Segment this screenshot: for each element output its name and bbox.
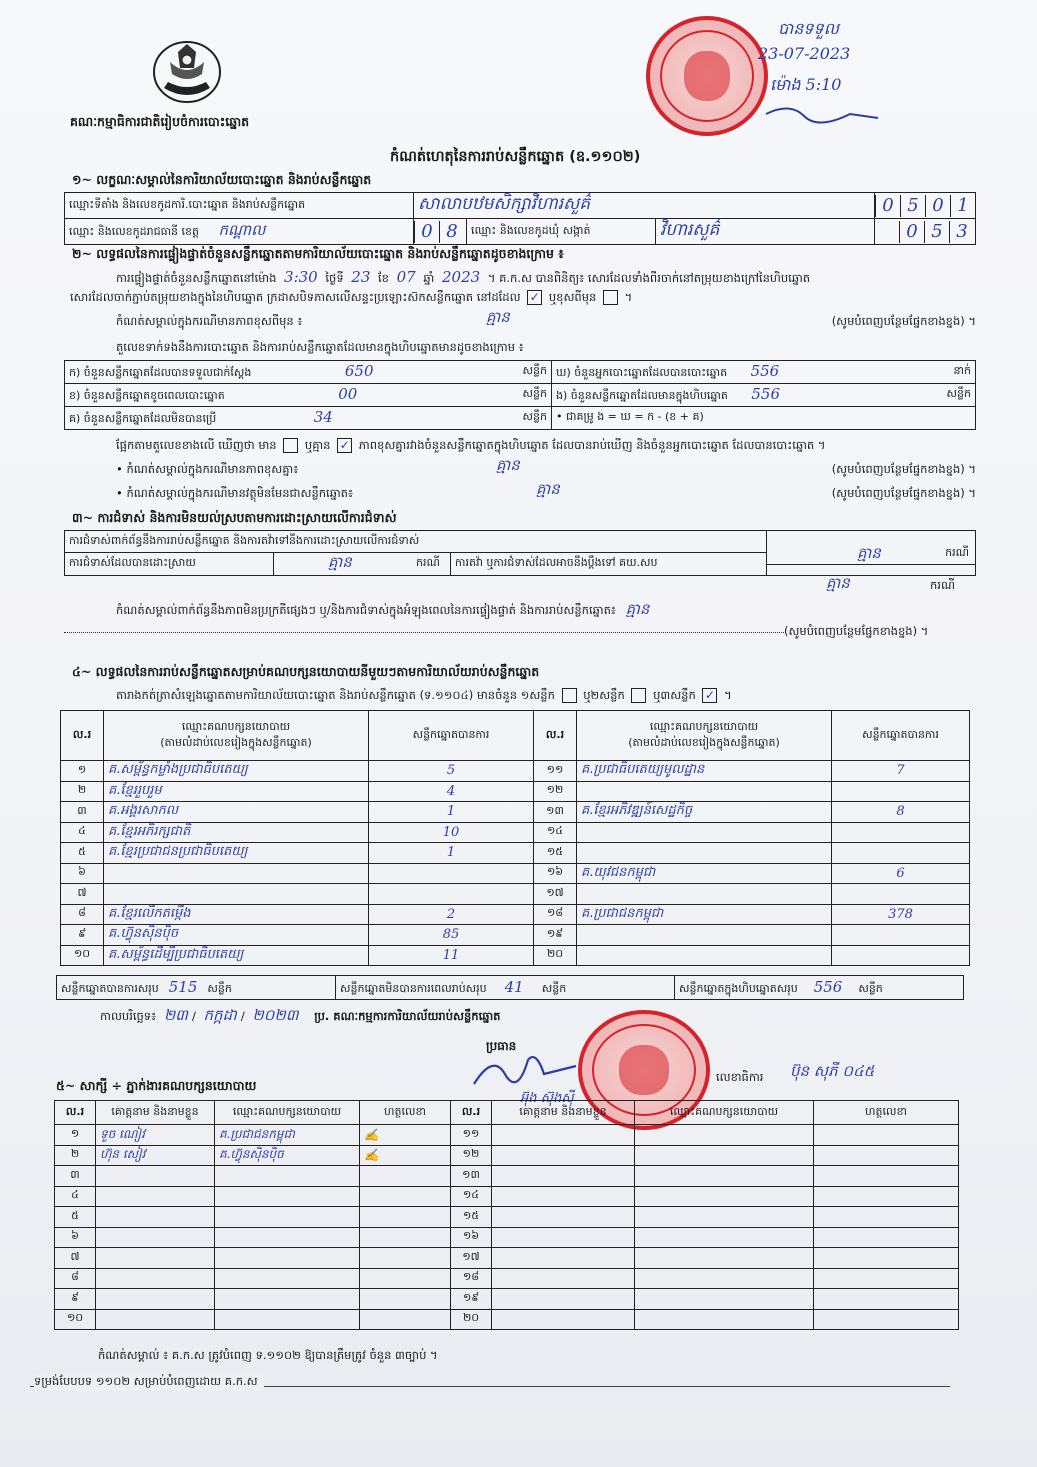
result-row	[61, 822, 970, 843]
row-number: ១៩	[534, 925, 577, 946]
witness-name	[96, 1186, 215, 1207]
irregularity-note: កំណត់សម្គាល់ពាក់ព័ន្ធនឹងភាពមិនប្រក្រតីផ្សេងៗ ឬ/និងការជំទាស់ក្នុងអំឡុងពេលនៃការផ្ទៀងផ្ទាត់ និងការរាប់សន្លឹកឆ្នោត៖ គ្មាន	[116, 600, 650, 618]
row-number: ៧	[61, 884, 104, 905]
location-code: 0 5 0 1	[875, 193, 976, 219]
party-name	[104, 863, 369, 884]
witness-party: គ.ប្រជាជនកម្ពុជា	[215, 1125, 360, 1146]
witness-party	[215, 1309, 360, 1330]
form-title: កំណត់ហេតុនៃការរាប់សន្លឹកឆ្នោត (ឧ.១១០២)	[390, 149, 641, 165]
verify-line-1: ការផ្ទៀងផ្ទាត់ចំនួនសន្លឹកឆ្នោតនៅម៉ោង 3:30 ថ្ងៃទី 23 ខែ 07 ឆ្នាំ 2023 ។ គ.ក.ស បានពិនិត្យ៖ សោរដែលទាំងពីរចាក់នៅតម្រុយខាងក្រៅនៃហិបឆ្នោត	[116, 268, 811, 286]
witness-row	[55, 1145, 959, 1166]
witness-sign: ✍	[360, 1145, 451, 1166]
result-row	[61, 904, 970, 925]
province-value: កណ្ដាល	[218, 220, 266, 239]
diff-note-value: គ្មាន	[486, 308, 510, 326]
official-stamp-top	[646, 16, 768, 136]
results-totals: សន្លឹកឆ្នោតបានការសរុប 515 សន្លឹក សន្លឹកឆ្នោតមិនបានការពេលរាប់សរុប 41 សន្លឹក សន្លឹកឆ្នោតក្នុងហិបឆ្នោតសរុប 556 សន្លឹក	[56, 975, 964, 1000]
witness-name	[96, 1309, 215, 1330]
witness-party	[215, 1207, 360, 1228]
row-number: ១៩	[451, 1289, 492, 1310]
witness-party	[215, 1186, 360, 1207]
figure-e-value: 556	[751, 385, 781, 403]
empty-cell	[635, 1289, 814, 1310]
province-code: 0 8	[414, 219, 467, 245]
row-number: ១៨	[451, 1268, 492, 1289]
witness-name	[96, 1268, 215, 1289]
party-votes: 378	[832, 904, 970, 925]
verify-month: 07	[396, 268, 416, 286]
empty-cell	[492, 1207, 635, 1228]
party-votes	[832, 884, 970, 905]
empty-cell	[635, 1227, 814, 1248]
discrepancy-line: ផ្អែកតាមតួលេខខាងលើ ឃើញថា មាន ឬគ្មាន ✓ ភាពខុសគ្នារវាងចំនួនសន្លឹកឆ្នោតក្នុងហិបឆ្នោត ដែលបានរាប់ឃើញ និងចំនួនអ្នកបោះឆ្នោត ដែលបានបោះឆ្នោត ។	[116, 438, 826, 452]
row-number: ១៦	[534, 863, 577, 884]
row-number: ៨	[55, 1268, 96, 1289]
emblem-logo	[150, 38, 224, 108]
witness-name	[96, 1227, 215, 1248]
party-votes: 5	[369, 761, 534, 782]
empty-cell	[814, 1145, 959, 1166]
secretary-name: ប៊ុន សុភី ០៤៥	[790, 1062, 875, 1080]
empty-cell	[492, 1289, 635, 1310]
province-label: ឈ្មោះ និងលេខកូដរាជធានី ខេត្ត	[69, 224, 199, 238]
total-invalid-value: 41	[504, 977, 524, 996]
empty-cell	[814, 1125, 959, 1146]
witness-row	[55, 1125, 959, 1146]
witness-row	[55, 1166, 959, 1187]
empty-cell	[492, 1145, 635, 1166]
empty-cell	[635, 1145, 814, 1166]
result-row	[61, 843, 970, 864]
row-number: ១៥	[534, 843, 577, 864]
objection-table: ការជំទាស់ពាក់ព័ន្ធនឹងការរាប់សន្លឹកឆ្នោត និងការតវ៉ាទៅនឹងការដោះស្រាយលើការជំទាស់ គ្មាន ករណី ការជំទាស់ដែលបានដោះស្រាយ គ្មាន ករណី ការតវ៉ា ឬការជំទាស់ដែលអាចនឹងប្ដឹងទៅ គឃ.សប	[64, 530, 976, 576]
row-number: ៨	[61, 904, 104, 925]
foreign-object-note: • កំណត់សម្គាល់ក្នុងករណីមានវត្ថុមិនមែនជាសន្លឹកឆ្នោត៖ គ្មាន (សូមបំពេញបន្ថែមផ្នែកខាងខ្នង) ។	[116, 480, 976, 500]
section1-table	[64, 192, 976, 245]
party-votes: 10	[369, 822, 534, 843]
row-number: ២០	[451, 1309, 492, 1330]
empty-cell	[814, 1248, 959, 1269]
party-name	[577, 843, 832, 864]
party-name: គ.ហ៊្វុនស៊ិនប៉ិច	[104, 925, 369, 946]
row-number: ១៤	[534, 822, 577, 843]
row-number: ១៧	[451, 1248, 492, 1269]
party-votes	[832, 843, 970, 864]
row-number: ១០	[55, 1309, 96, 1330]
witness-party: គ.ហ៊្វុនស៊ិនប៉ិច	[215, 1145, 360, 1166]
party-votes	[369, 884, 534, 905]
footer-text: ទម្រង់បែបបទ ១១០២ សម្រាប់បំពេញដោយ គ.ក.ស	[34, 1374, 264, 1391]
discrepancy-yes-checkbox[interactable]	[283, 438, 298, 453]
changed-checkbox[interactable]	[603, 290, 618, 305]
empty-cell	[814, 1289, 959, 1310]
empty-cell	[635, 1207, 814, 1228]
closing-date: កាលបរិច្ឆេទ៖ ២៣ / កក្កដា / ២០២៣ ប្រ. គណៈកម្មការការិយាល័យរាប់សន្លឹកឆ្នោត	[100, 1006, 501, 1024]
figure-c-value: 34	[313, 408, 333, 426]
party-name: គ.យុវជនកម្ពុជា	[577, 863, 832, 884]
total-valid-value: 515	[168, 977, 198, 996]
verify-year: 2023	[442, 268, 481, 286]
discrepancy-no-checkbox[interactable]: ✓	[337, 438, 352, 453]
witness-row	[55, 1248, 959, 1269]
party-votes	[832, 945, 970, 966]
row-number: ៥	[55, 1207, 96, 1228]
witness-note: កំណត់សម្គាល់ ៖ គ.ក.ស ត្រូវបំពេញ ទ.១១០២ ឱ្យបានត្រឹមត្រូវ ចំនួន ៣ច្បាប់ ។	[98, 1348, 438, 1362]
row-number: ៩	[61, 925, 104, 946]
row-number: ១៣	[534, 802, 577, 823]
location-value: សាលាបឋមសិក្សាវិហារសួគ៌	[414, 193, 875, 219]
three-sheet-checkbox[interactable]: ✓	[702, 688, 717, 703]
row-number: ៣	[61, 802, 104, 823]
figure-d-value: 556	[750, 362, 780, 380]
party-name: គ.សម្ព័ន្ធដើម្បីប្រជាធិបតេយ្យ	[104, 945, 369, 966]
party-votes: 11	[369, 945, 534, 966]
row-number: ៥	[61, 843, 104, 864]
party-name: គ.ខ្មែរលើកតម្កើង	[104, 904, 369, 925]
section3-heading: ៣~ ការជំទាស់ និងការមិនយល់ស្របតាមការដោះស្រាយលើការជំទាស់	[72, 510, 397, 525]
witness-sign	[360, 1309, 451, 1330]
party-name	[104, 884, 369, 905]
party-votes: 4	[369, 781, 534, 802]
party-name: គ.ខ្មែរអភិរក្សជាតិ	[104, 822, 369, 843]
row-number: ២	[55, 1145, 96, 1166]
party-votes: 6	[832, 863, 970, 884]
empty-cell	[492, 1268, 635, 1289]
party-name: គ.អង្គរសាកល	[104, 802, 369, 823]
party-name	[577, 781, 832, 802]
witness-row	[55, 1186, 959, 1207]
party-name	[577, 822, 832, 843]
witness-sign	[360, 1268, 451, 1289]
chair-name: អ៊ុង ស៊ុងស៊ី	[520, 1091, 574, 1106]
result-row	[61, 863, 970, 884]
formula: • ជាគម្រូ ង = ឃ = ក - (ខ + គ)	[552, 407, 976, 430]
objection-total-value: គ្មាន	[857, 543, 881, 562]
witness-name	[96, 1207, 215, 1228]
empty-cell	[492, 1186, 635, 1207]
row-number: ៦	[55, 1227, 96, 1248]
witness-row	[55, 1227, 959, 1248]
row-number: ១៧	[534, 884, 577, 905]
chair-label: ប្រធាន	[486, 1039, 517, 1053]
receipt-signature	[760, 100, 890, 126]
result-row	[61, 884, 970, 905]
empty-cell	[814, 1309, 959, 1330]
party-name: គ.ខ្មែរប្រជាជនប្រជាធិបតេយ្យ	[104, 843, 369, 864]
row-number: ២	[61, 781, 104, 802]
empty-cell	[635, 1125, 814, 1146]
party-votes	[369, 863, 534, 884]
section2-heading: ២~ លទ្ធផលនៃការផ្ទៀងផ្ទាត់ចំនួនសន្លឹកឆ្នោតតាមការិយាល័យបោះឆ្នោត និងរាប់សន្លឹកឆ្នោតដូចខាងក្រោម ៖	[72, 246, 564, 261]
resolved-value: គ្មាន	[328, 553, 352, 571]
commune-code: 0 5 3	[875, 219, 976, 245]
verify-day: 23	[351, 268, 371, 286]
witness-row	[55, 1289, 959, 1310]
figures-table: ក) ចំនួនសន្លឹកឆ្នោតដែលបានទទួលជាក់ស្ដែង 650 សន្លឹក ឃ) ចំនួនអ្នកបោះឆ្នោតដែលបានបោះឆ្នោត 556 នាក់ ខ) ចំនួនសន្លឹកឆ្នោតខូចពេលបោះឆ្នោត 00 សន្លឹក ង) ចំនួនសន្លឹកឆ្នោតដែលមានក្នុងហិបឆ្នោត 556 សន្លឹក គ) ចំនួនសន្លឹកឆ្នោតដែលមិនបានប្រើ 34 សន្លឹក • ជាគម្រូ ង = ឃ = ក - (ខ + គ)	[64, 360, 976, 430]
figure-b-value: 00	[338, 385, 358, 403]
row-number: ១៣	[451, 1166, 492, 1187]
witness-party	[215, 1248, 360, 1269]
party-name	[577, 884, 832, 905]
row-number: ១១	[534, 761, 577, 782]
party-name: គ.សម្ព័ន្ធកម្លាំងប្រជាធិបតេយ្យ	[104, 761, 369, 782]
party-votes: 1	[369, 802, 534, 823]
row-number: ៣	[55, 1166, 96, 1187]
row-number: ៤	[61, 822, 104, 843]
empty-cell	[814, 1227, 959, 1248]
empty-cell	[635, 1248, 814, 1269]
row-number: ១	[55, 1125, 96, 1146]
total-box-value: 556	[813, 977, 843, 996]
party-votes: 2	[369, 904, 534, 925]
discrepancy-note: • កំណត់សម្គាល់ក្នុងករណីមានភាពខុសគ្នា៖ គ្មាន (សូមបំពេញបន្ថែមផ្នែកខាងខ្នង) ។	[116, 456, 976, 476]
empty-cell	[492, 1227, 635, 1248]
commune-value: វិហារសួគ៌	[656, 219, 875, 245]
row-number: ១	[61, 761, 104, 782]
party-votes	[832, 822, 970, 843]
row-number: ៦	[61, 863, 104, 884]
witness-party	[215, 1166, 360, 1187]
empty-cell	[814, 1207, 959, 1228]
receipt-note-2: 23-07-2023	[758, 44, 851, 63]
party-name	[577, 925, 832, 946]
party-name: គ.ខ្មែររួបរួម	[104, 781, 369, 802]
party-votes	[832, 925, 970, 946]
appeal-value: គ្មាន	[826, 574, 850, 592]
witness-party	[215, 1289, 360, 1310]
document-page: គណៈកម្មាធិការជាតិរៀបចំការបោះឆ្នោត បានទទួល 23-07-2023 ម៉ោង 5:10 កំណត់ហេតុនៃការរាប់សន្លឹកឆ្នោត (ឧ.១១០២) ១~ លក្ខណៈសម្គាល់នៃការិយាល័យបោះឆ្នោត និងរាប់សន្លឹកឆ្នោត ឈ្មោះទីតាំង និងលេខកូដការិ.បោះឆ្នោត និងរាប់សន្លឹកឆ្នោត សាលាបឋមសិក្សាវិហារសួគ៌ 0 5 0 1 ឈ្មោះ និងលេខកូដរាជធានី ខេត្ត កណ្ដាល 0 8 ឈ្មោះ និងលេខកូដឃុំ សង្កាត់ វិហារសួគ៌ 0 5 3 ២~ លទ្ធផលនៃការផ្ទៀងផ្ទាត់ចំនួនសន្លឹកឆ្នោតតាមការិយាល័យបោះឆ្នោត និងរាប់សន្លឹកឆ្នោតដូចខាងក្រោម ៖ ការផ្ទៀងផ្ទាត់ចំនួនសន្លឹកឆ្នោតនៅម៉ោង 3:30 ថ្ងៃទី 23 ខែ 07 ឆ្នាំ 2023 ។ គ.ក.ស បានពិនិត្យ៖ សោរដែលទាំងពីរចាក់នៅតម្រុយខាងក្រៅនៃហិបឆ្នោត សោរដែលចាក់ភ្ជាប់តម្រុយខាងក្នុងនៃហិបឆ្នោត ក្រដាសបិទភាសលើសន្ទះប្រឡោះស៊កសន្លឹកឆ្នោត នៅដដែល ✓ ឬខុសពីមុន ។ កំណត់សម្គាល់ក្នុងករណីមានភាពខុសពីមុន ៖ គ្មាន (សូមបំពេញបន្ថែមផ្នែកខាងខ្នង) ។ តួលេខទាក់ទងនឹងការបោះឆ្នោត និងការរាប់សន្លឹកឆ្នោតដែលមានក្នុងហិបឆ្នោតមានដូចខាងក្រោម ៖ ក) ចំនួនសន្លឹកឆ្នោតដែលបានទទួលជាក់ស្ដែង 650 សន្លឹក ឃ) ចំនួនអ្នកបោះឆ្នោតដែលបានបោះឆ្នោត 556 នាក់ ខ) ចំនួនសន្លឹកឆ្នោតខូចពេលបោះឆ្នោត 00 សន្លឹក ង) ចំនួនសន្លឹកឆ្នោតដែលមានក្នុងហិបឆ្នោត 556 សន្លឹក គ) ចំនួនសន្លឹកឆ្នោតដែលមិនបានប្រើ 34 សន្លឹក • ជាគម្រូ ង = ឃ = ក - (ខ + គ) ផ្អែកតាមតួលេខខាងលើ ឃើញថា មាន ឬគ្មាន ✓ ភាពខុសគ្នារវាងចំនួនសន្លឹកឆ្នោតក្នុងហិបឆ្នោត ដែលបានរាប់ឃើញ និងចំនួនអ្នកបោះឆ្នោត ដែលបានបោះឆ្នោត ។ • កំណត់សម្គាល់ក្នុងករណីមានភាពខុសគ្នា៖ គ្មាន (សូមបំពេញបន្ថែមផ្នែកខាងខ្នង) ។ • កំណត់សម្គាល់ក្នុងករណីមានវត្ថុមិនមែនជាសន្លឹកឆ្នោត៖ គ្មាន (សូមបំពេញបន្ថែមផ្នែកខាងខ្នង) ។ ៣~ ការជំទាស់ និងការមិនយល់ស្របតាមការដោះស្រាយលើការជំទាស់ ការជំទាស់ពាក់ព័ន្ធនឹងការរាប់សន្លឹកឆ្នោត និងការតវ៉ាទៅនឹងការដោះស្រាយលើការជំទាស់ គ្មាន ករណី ការជំទាស់ដែលបានដោះស្រាយ គ្មាន ករណី ការតវ៉ា ឬការជំទាស់ដែលអាចនឹងប្ដឹងទៅ គឃ.សប គ្មាន ករណី កំណត់សម្គាល់ពាក់ព័ន្ធនឹងភាពមិនប្រក្រតីផ្សេងៗ ឬ/និងការជំទាស់ក្នុងអំឡុងពេលនៃការផ្ទៀងផ្ទាត់ និងការរាប់សន្លឹកឆ្នោត៖ គ្មាន (សូមបំពេញបន្ថែមផ្នែកខាងខ្នង) ។ ៤~ លទ្ធផលនៃការរាប់សន្លឹកឆ្នោតសម្រាប់គណបក្សនយោបាយនីមួយៗតាមការិយាល័យរាប់សន្លឹកឆ្នោត តារាងកត់ត្រាសំឡេងឆ្នោតតាមការិយាល័យបោះឆ្នោត និងរាប់សន្លឹកឆ្នោត (ទ.១១០៤) មានចំនួន ១សន្លឹក ឬ២សន្លឹក ឬ៣សន្លឹក ✓ ។ ល.រ ឈ្មោះគណបក្សនយោបាយ (តាមលំដាប់លេខរៀងក្នុងសន្លឹកឆ្នោត) សន្លឹកឆ្នោតបានការ ល.រ ឈ្មោះគណបក្សនយោបាយ (តាមលំដាប់លេខរៀងក្នុងសន្លឹកឆ្នោត) សន្លឹកឆ្នោតបានការ ១ គ.សម្ព័ន្ធកម្លាំងប្រជាធិបតេយ្យ 5 ១១ គ.ប្រជាធិបតេយ្យមូលដ្ឋាន 7 ២ គ.ខ្មែររួបរួម 4 ១២ ៣ គ.អង្គរសាកល 1 ១៣ គ.ខ្មែរអភិវឌ្ឍន៍សេដ្ឋកិច្ច 8 ៤ គ.ខ្មែរអភិរក្សជាតិ 10 ១៤ ៥ គ.ខ្មែរប្រជាជនប្រជាធិបតេយ្យ 1 ១៥ ៦ ១៦ គ.យុវជនកម្ពុជា 6 ៧ ១៧ ៨ គ.ខ្មែរលើកតម្កើង 2 ១៨ គ.ប្រជាជនកម្ពុជា 378 ៩ គ.ហ៊្វុនស៊ិនប៉ិច 85 ១៩ ១០ គ.សម្ព័ន្ធដើម្បីប្រជាធិបតេយ្យ 11 ២០ សន្លឹកឆ្នោតបានការសរុប 515 សន្លឹក សន្លឹកឆ្នោតមិនបានការពេលរាប់សរុប 41 សន្លឹក សន្លឹកឆ្នោតក្នុងហិបឆ្នោតសរុប 556 សន្លឹក កាលបរិច្ឆេទ៖ ២៣ / កក្កដា / ២០២៣ ប្រ. គណៈកម្មការការិយាល័យរាប់សន្លឹកឆ្នោត ប្រធាន អ៊ុង ស៊ុងស៊ី លេខាធិការ ប៊ុន សុភី ០៤៥ ៥~ សាក្សី ÷ ភ្នាក់ងារគណបក្សនយោបាយ ល.រ គោត្តនាម និងនាមខ្លួន ឈ្មោះគណបក្សនយោបាយ ហត្ថលេខា ល.រ គោត្តនាម និងនាមខ្លួន ឈ្មោះគណបក្សនយោបាយ ហត្ថលេខា ១ ទួច ណៀវ គ.ប្រជាជនកម្ពុជា ✍ ១១ ២ ហ៊ុន សៀវ គ.ហ៊្វុនស៊ិនប៉ិច ✍ ១២ ៣ ១៣ ៤ ១៤ ៥ ១៥ ៦ ១៦ ៧ ១៧ ៨ ១៨ ៩ ១៩ ១០ ២០ កំណត់សម្គាល់ ៖ គ.ក.ស ត្រូវបំពេញ ទ.១១០២ ឱ្យបានត្រឹមត្រូវ ចំនួន ៣ច្បាប់ ។ ទម្រង់បែបបទ ១១០២ សម្រាប់បំពេញដោយ គ.ក.ស	[0, 0, 1037, 1467]
two-sheet-checkbox[interactable]	[631, 688, 646, 703]
row-number: ២០	[534, 945, 577, 966]
empty-cell	[814, 1268, 959, 1289]
section4-heading: ៤~ លទ្ធផលនៃការរាប់សន្លឹកឆ្នោតសម្រាប់គណបក្សនយោបាយនីមួយៗតាមការិយាល័យរាប់សន្លឹកឆ្នោត	[72, 664, 540, 679]
witness-sign	[360, 1248, 451, 1269]
location-label: ឈ្មោះទីតាំង និងលេខកូដការិ.បោះឆ្នោត និងរាប់សន្លឹកឆ្នោត	[65, 193, 414, 219]
row-number: ១០	[61, 945, 104, 966]
empty-cell	[492, 1248, 635, 1269]
row-number: ៤	[55, 1186, 96, 1207]
witness-name: ទួច ណៀវ	[96, 1125, 215, 1146]
figures-intro: តួលេខទាក់ទងនឹងការបោះឆ្នោត និងការរាប់សន្លឹកឆ្នោតដែលមានក្នុងហិបឆ្នោតមានដូចខាងក្រោម ៖	[116, 340, 524, 354]
empty-cell	[814, 1186, 959, 1207]
witness-sign	[360, 1289, 451, 1310]
empty-cell	[492, 1125, 635, 1146]
result-row	[61, 802, 970, 823]
party-votes: 7	[832, 761, 970, 782]
witness-name	[96, 1289, 215, 1310]
party-name: គ.ប្រជាជនកម្ពុជា	[577, 904, 832, 925]
verify-line-2: សោរដែលចាក់ភ្ជាប់តម្រុយខាងក្នុងនៃហិបឆ្នោត ក្រដាសបិទភាសលើសន្ទះប្រឡោះស៊កសន្លឹកឆ្នោត នៅដដែល ✓ ឬខុសពីមុន ។	[70, 290, 633, 304]
results-table: ល.រ ឈ្មោះគណបក្សនយោបាយ (តាមលំដាប់លេខរៀងក្នុងសន្លឹកឆ្នោត) សន្លឹកឆ្នោតបានការ ល.រ ឈ្មោះគណបក្សនយោបាយ (តាមលំដាប់លេខរៀងក្នុងសន្លឹកឆ្នោត) សន្លឹកឆ្នោតបានការ ១ គ.សម្ព័ន្ធកម្លាំងប្រជាធិបតេយ្យ 5 ១១ គ.ប្រជាធិបតេយ្យមូលដ្ឋាន 7 ២ គ.ខ្មែររួបរួម 4 ១២ ៣ គ.អង្គរសាកល 1 ១៣ គ.ខ្មែរអភិវឌ្ឍន៍សេដ្ឋកិច្ច 8 ៤ គ.ខ្មែរអភិរក្សជាតិ 10 ១៤ ៥ គ.ខ្មែរប្រជាជនប្រជាធិបតេយ្យ 1 ១៥ ៦ ១៦ គ.យុវជនកម្ពុជា 6 ៧ ១៧ ៨ គ.ខ្មែរលើកតម្កើង 2 ១៨ គ.ប្រជាជនកម្ពុជា 378 ៩ គ.ហ៊្វុនស៊ិនប៉ិច 85 ១៩ ១០ គ.សម្ព័ន្ធដើម្បីប្រជាធិបតេយ្យ 11 ២០	[60, 710, 970, 966]
empty-cell	[814, 1166, 959, 1187]
empty-cell	[492, 1309, 635, 1330]
witness-row	[55, 1268, 959, 1289]
row-number: ១១	[451, 1125, 492, 1146]
witness-sign	[360, 1166, 451, 1187]
result-row	[61, 781, 970, 802]
empty-cell	[635, 1268, 814, 1289]
witness-party	[215, 1268, 360, 1289]
witness-sign	[360, 1207, 451, 1228]
sheet-count-line: តារាងកត់ត្រាសំឡេងឆ្នោតតាមការិយាល័យបោះឆ្នោត និងរាប់សន្លឹកឆ្នោត (ទ.១១០៤) មានចំនួន ១សន្លឹក ឬ២សន្លឹក ឬ៣សន្លឹក ✓ ។	[116, 688, 732, 702]
party-votes: 85	[369, 925, 534, 946]
result-row	[61, 925, 970, 946]
row-number: ១៥	[451, 1207, 492, 1228]
row-number: ១៤	[451, 1186, 492, 1207]
section5-heading: ៥~ សាក្សី ÷ ភ្នាក់ងារគណបក្សនយោបាយ	[56, 1078, 257, 1093]
empty-cell	[635, 1166, 814, 1187]
secretary-label: លេខាធិការ	[716, 1070, 764, 1084]
empty-cell	[492, 1166, 635, 1187]
verify-time: 3:30	[284, 268, 318, 286]
diff-note-line: កំណត់សម្គាល់ក្នុងករណីមានភាពខុសពីមុន ៖ គ្មាន (សូមបំពេញបន្ថែមផ្នែកខាងខ្នង) ។	[116, 308, 976, 328]
note-dotted-line	[64, 632, 784, 633]
witness-row	[55, 1309, 959, 1330]
commune-label: ឈ្មោះ និងលេខកូដឃុំ សង្កាត់	[467, 219, 656, 245]
section1-heading: ១~ លក្ខណៈសម្គាល់នៃការិយាល័យបោះឆ្នោត និងរាប់សន្លឹកឆ្នោត	[72, 172, 372, 187]
receipt-note-1: បានទទួល	[778, 19, 839, 38]
party-name: គ.ប្រជាធិបតេយ្យមូលដ្ឋាន	[577, 761, 832, 782]
witness-name: ហ៊ុន សៀវ	[96, 1145, 215, 1166]
one-sheet-checkbox[interactable]	[562, 688, 577, 703]
figure-a-value: 650	[344, 362, 374, 380]
intact-checkbox[interactable]: ✓	[527, 290, 542, 305]
result-row	[61, 945, 970, 966]
witness-table: ល.រ គោត្តនាម និងនាមខ្លួន ឈ្មោះគណបក្សនយោបាយ ហត្ថលេខា ល.រ គោត្តនាម និងនាមខ្លួន ឈ្មោះគណបក្សនយោបាយ ហត្ថលេខា ១ ទួច ណៀវ គ.ប្រជាជនកម្ពុជា ✍ ១១ ២ ហ៊ុន សៀវ គ.ហ៊្វុនស៊ិនប៉ិច ✍ ១២ ៣ ១៣ ៤ ១៤ ៥ ១៥ ៦ ១៦ ៧ ១៧ ៨ ១៨ ៩ ១៩ ១០ ២០	[54, 1100, 959, 1330]
org-name: គណៈកម្មាធិការជាតិរៀបចំការបោះឆ្នោត	[70, 114, 250, 129]
chair-signature	[466, 1046, 586, 1096]
witness-sign	[360, 1186, 451, 1207]
result-row	[61, 761, 970, 782]
witness-row	[55, 1207, 959, 1228]
row-number: ១៨	[534, 904, 577, 925]
receipt-note-3: ម៉ោង 5:10	[770, 75, 842, 94]
row-number: ១២	[451, 1145, 492, 1166]
empty-cell	[635, 1186, 814, 1207]
witness-party	[215, 1227, 360, 1248]
witness-sign: ✍	[360, 1125, 451, 1146]
witness-sign	[360, 1227, 451, 1248]
row-number: ១៦	[451, 1227, 492, 1248]
row-number: ៩	[55, 1289, 96, 1310]
party-votes: 8	[832, 802, 970, 823]
party-name	[577, 945, 832, 966]
empty-cell	[635, 1309, 814, 1330]
witness-name	[96, 1166, 215, 1187]
party-votes: 1	[369, 843, 534, 864]
party-votes	[832, 781, 970, 802]
row-number: ១២	[534, 781, 577, 802]
row-number: ៧	[55, 1248, 96, 1269]
party-name: គ.ខ្មែរអភិវឌ្ឍន៍សេដ្ឋកិច្ច	[577, 802, 832, 823]
witness-name	[96, 1248, 215, 1269]
